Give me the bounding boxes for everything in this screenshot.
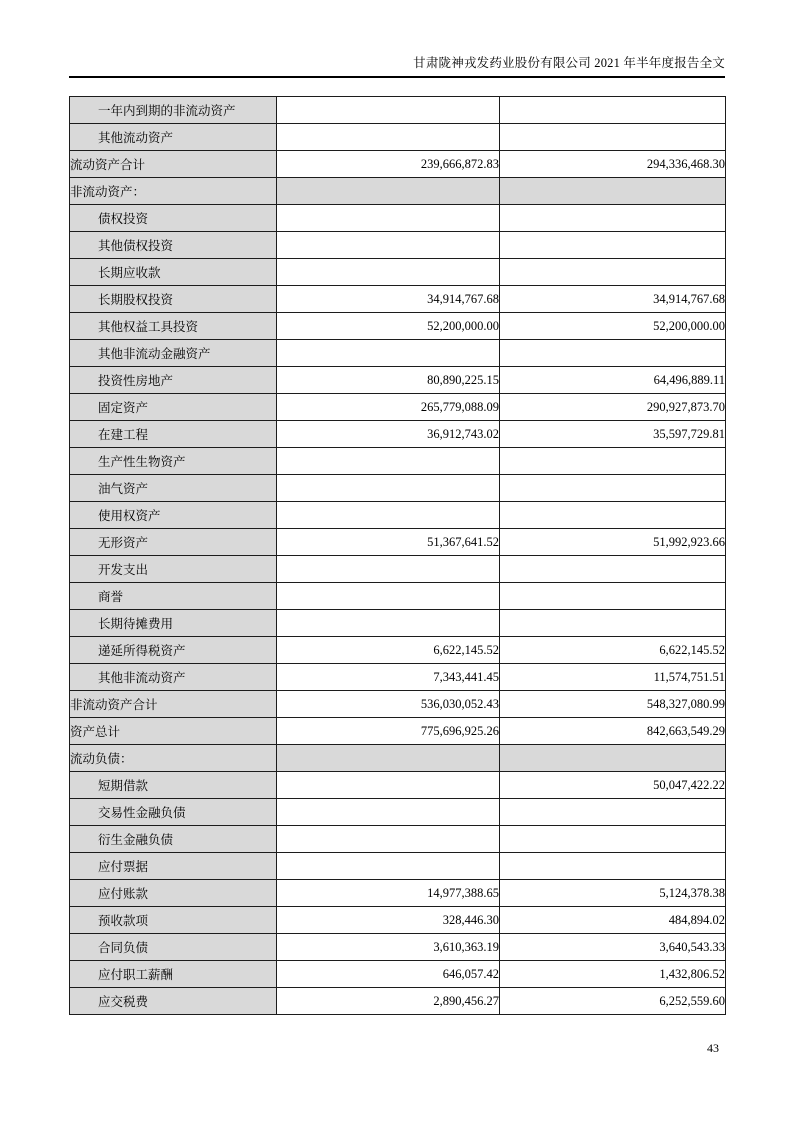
table-row: [70, 475, 726, 502]
row-label: 长期应收款: [70, 259, 277, 286]
row-value-1: 328,446.30: [277, 907, 500, 934]
table-row: [70, 718, 726, 745]
row-value-2: [500, 124, 726, 151]
row-value-2: [500, 502, 726, 529]
row-value-1: [277, 97, 500, 124]
row-value-2: 35,597,729.81: [500, 421, 726, 448]
row-value-1: [277, 853, 500, 880]
table-row: [70, 394, 726, 421]
table-row: [70, 610, 726, 637]
row-label: 无形资产: [70, 529, 277, 556]
row-label: 使用权资产: [70, 502, 277, 529]
row-label: 应付账款: [70, 880, 277, 907]
row-value-1: [277, 178, 500, 205]
row-value-2: [500, 475, 726, 502]
table-row: [70, 367, 726, 394]
row-value-1: [277, 124, 500, 151]
row-label: 流动负债：: [70, 745, 277, 772]
table-row: [70, 637, 726, 664]
row-label: 生产性生物资产: [70, 448, 277, 475]
row-label: 其他非流动资产: [70, 664, 277, 691]
row-label: 非流动资产：: [70, 178, 277, 205]
page-number: 43: [707, 1041, 719, 1055]
row-value-1: 14,977,388.65: [277, 880, 500, 907]
row-value-2: [500, 610, 726, 637]
row-label: 交易性金融负债: [70, 799, 277, 826]
row-value-2: 842,663,549.29: [500, 718, 726, 745]
row-value-1: 51,367,641.52: [277, 529, 500, 556]
row-label: 预收款项: [70, 907, 277, 934]
row-value-1: 239,666,872.83: [277, 151, 500, 178]
row-value-1: [277, 556, 500, 583]
row-label: 其他债权投资: [70, 232, 277, 259]
row-value-2: 1,432,806.52: [500, 961, 726, 988]
row-value-2: [500, 448, 726, 475]
table-row: [70, 583, 726, 610]
table-row: [70, 934, 726, 961]
row-value-1: 2,890,456.27: [277, 988, 500, 1015]
header-divider: [69, 76, 725, 78]
row-value-1: 265,779,088.09: [277, 394, 500, 421]
table-row: [70, 988, 726, 1015]
row-value-1: 7,343,441.45: [277, 664, 500, 691]
row-label: 投资性房地产: [70, 367, 277, 394]
row-value-1: 775,696,925.26: [277, 718, 500, 745]
row-value-2: 3,640,543.33: [500, 934, 726, 961]
table-row: [70, 178, 726, 205]
row-label: 非流动资产合计: [70, 691, 277, 718]
row-value-2: 290,927,873.70: [500, 394, 726, 421]
report-title: 甘肃陇神戎发药业股份有限公司 2021 年半年度报告全文: [413, 56, 725, 70]
row-value-1: [277, 745, 500, 772]
row-value-2: [500, 97, 726, 124]
row-value-1: 80,890,225.15: [277, 367, 500, 394]
table-row: [70, 907, 726, 934]
row-value-2: [500, 232, 726, 259]
row-label: 其他权益工具投资: [70, 313, 277, 340]
row-value-1: 536,030,052.43: [277, 691, 500, 718]
table-row: [70, 502, 726, 529]
row-label: 长期待摊费用: [70, 610, 277, 637]
table-row: [70, 556, 726, 583]
row-value-1: [277, 232, 500, 259]
row-value-2: 6,252,559.60: [500, 988, 726, 1015]
row-value-1: 36,912,743.02: [277, 421, 500, 448]
table-row: [70, 961, 726, 988]
row-value-2: [500, 826, 726, 853]
row-label: 衍生金融负债: [70, 826, 277, 853]
row-value-1: [277, 502, 500, 529]
table-row: [70, 232, 726, 259]
table-row: [70, 853, 726, 880]
table-row: [70, 97, 726, 124]
row-value-1: [277, 475, 500, 502]
row-value-2: [500, 340, 726, 367]
table-row: [70, 826, 726, 853]
table-row: [70, 880, 726, 907]
row-value-2: 34,914,767.68: [500, 286, 726, 313]
table-row: [70, 421, 726, 448]
row-value-1: [277, 583, 500, 610]
table-row: [70, 340, 726, 367]
table-row: [70, 691, 726, 718]
row-value-2: [500, 556, 726, 583]
row-label: 长期股权投资: [70, 286, 277, 313]
row-value-2: [500, 853, 726, 880]
row-value-1: 52,200,000.00: [277, 313, 500, 340]
row-value-1: [277, 448, 500, 475]
row-label: 应付职工薪酬: [70, 961, 277, 988]
row-value-2: [500, 745, 726, 772]
row-label: 油气资产: [70, 475, 277, 502]
table-row: [70, 745, 726, 772]
row-value-1: [277, 799, 500, 826]
row-value-1: [277, 259, 500, 286]
row-label: 开发支出: [70, 556, 277, 583]
row-value-2: [500, 259, 726, 286]
table-row: [70, 529, 726, 556]
table-row: [70, 313, 726, 340]
row-label: 一年内到期的非流动资产: [70, 97, 277, 124]
row-label: 递延所得税资产: [70, 637, 277, 664]
row-label: 应付票据: [70, 853, 277, 880]
table-row: [70, 664, 726, 691]
row-value-2: 294,336,468.30: [500, 151, 726, 178]
row-value-1: [277, 205, 500, 232]
row-value-2: [500, 205, 726, 232]
table-row: [70, 772, 726, 799]
row-label: 应交税费: [70, 988, 277, 1015]
row-value-2: 548,327,080.99: [500, 691, 726, 718]
table-row: [70, 205, 726, 232]
row-label: 债权投资: [70, 205, 277, 232]
row-label: 固定资产: [70, 394, 277, 421]
table-row: [70, 286, 726, 313]
balance-sheet-table: [69, 96, 726, 1015]
row-value-1: 3,610,363.19: [277, 934, 500, 961]
row-value-1: 34,914,767.68: [277, 286, 500, 313]
row-label: 其他流动资产: [70, 124, 277, 151]
row-label: 短期借款: [70, 772, 277, 799]
row-value-1: [277, 340, 500, 367]
row-value-2: 52,200,000.00: [500, 313, 726, 340]
row-value-2: 64,496,889.11: [500, 367, 726, 394]
row-value-2: 484,894.02: [500, 907, 726, 934]
row-value-2: 50,047,422.22: [500, 772, 726, 799]
row-value-2: 6,622,145.52: [500, 637, 726, 664]
table-row: [70, 151, 726, 178]
row-label: 商誉: [70, 583, 277, 610]
row-value-2: 5,124,378.38: [500, 880, 726, 907]
row-value-1: 646,057.42: [277, 961, 500, 988]
row-value-2: [500, 583, 726, 610]
row-value-2: [500, 799, 726, 826]
row-value-1: 6,622,145.52: [277, 637, 500, 664]
table-row: [70, 448, 726, 475]
row-value-2: 51,992,923.66: [500, 529, 726, 556]
row-value-2: [500, 178, 726, 205]
row-label: 在建工程: [70, 421, 277, 448]
row-label: 合同负债: [70, 934, 277, 961]
row-value-1: [277, 826, 500, 853]
table-row: [70, 799, 726, 826]
table-row: [70, 124, 726, 151]
row-value-1: [277, 772, 500, 799]
row-value-2: 11,574,751.51: [500, 664, 726, 691]
row-label: 资产总计: [70, 718, 277, 745]
row-label: 流动资产合计: [70, 151, 277, 178]
table-row: [70, 259, 726, 286]
row-value-1: [277, 610, 500, 637]
row-label: 其他非流动金融资产: [70, 340, 277, 367]
